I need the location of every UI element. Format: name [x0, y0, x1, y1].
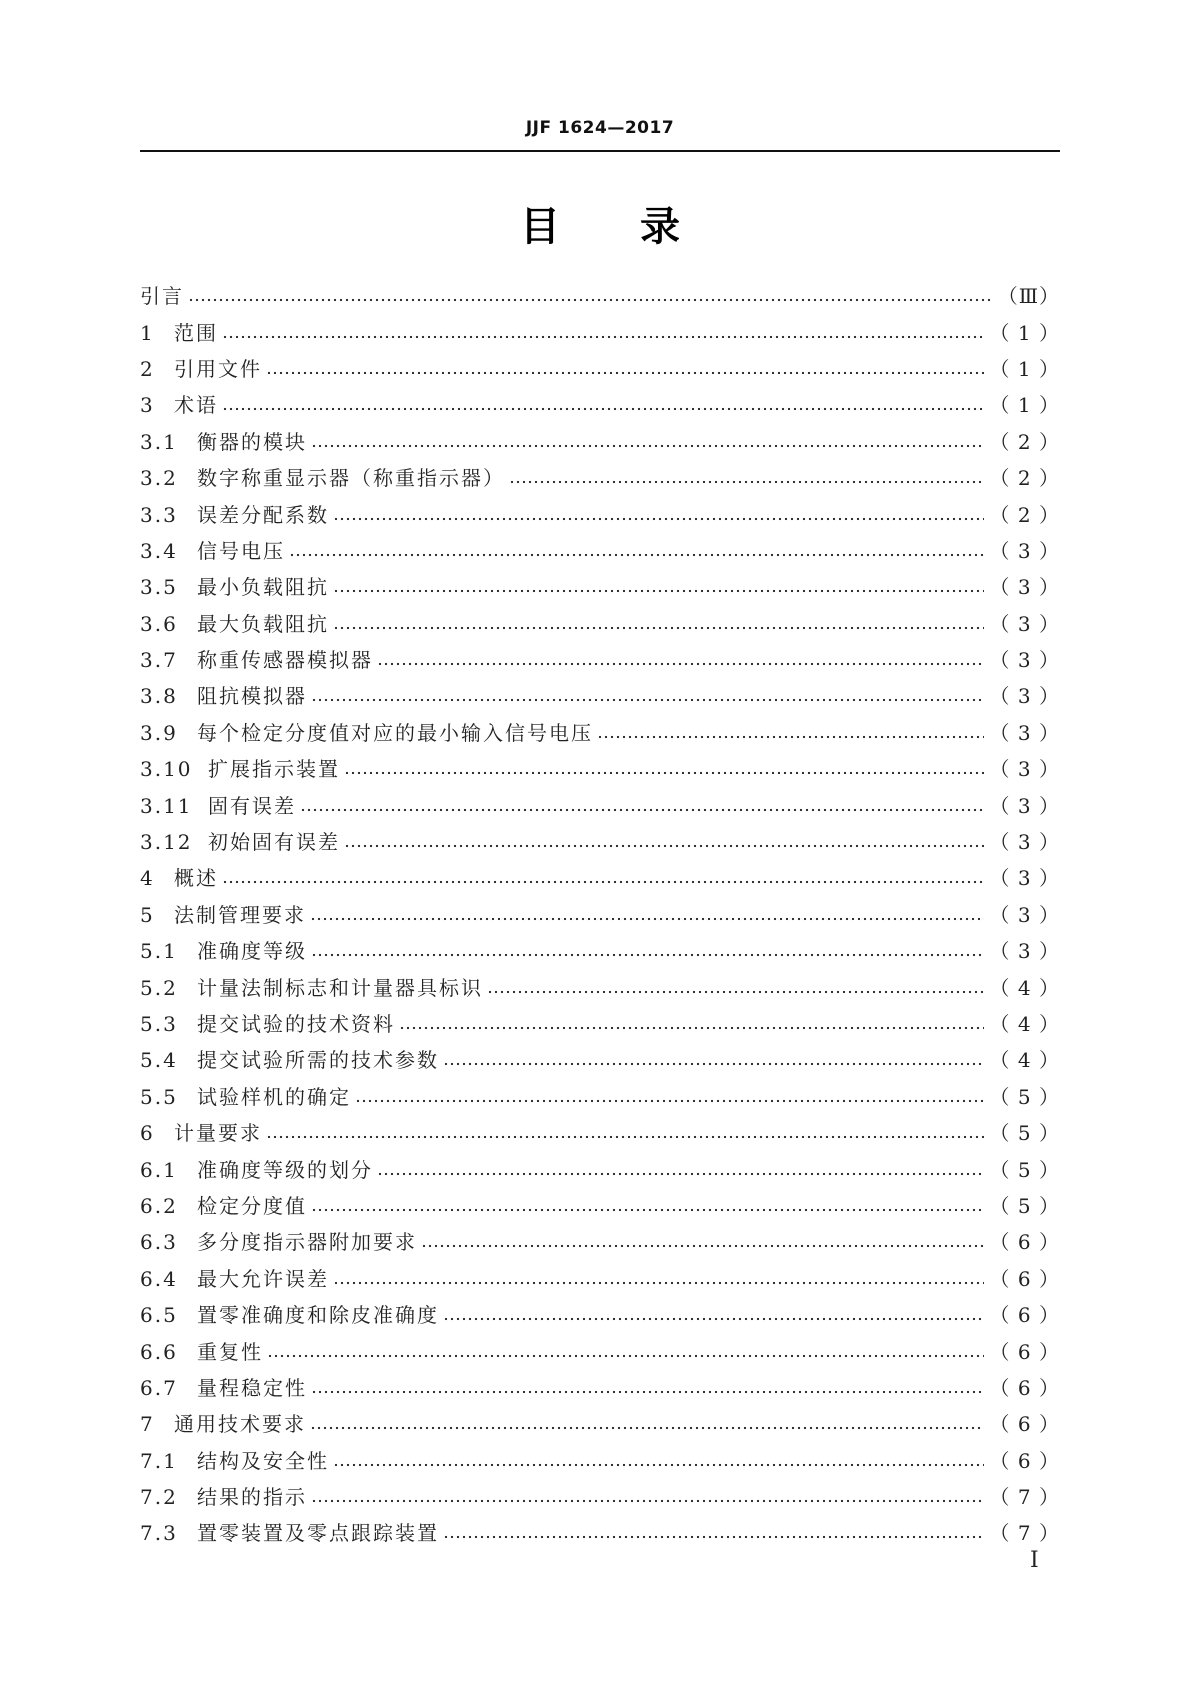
- page-title: 目录: [520, 204, 760, 250]
- toc-entry-page: （ 3 ）: [989, 538, 1060, 563]
- dot-leader: [487, 990, 984, 994]
- toc-entry-page: （ 3 ）: [989, 684, 1060, 709]
- toc-entry-label: 衡器的模块: [197, 429, 307, 454]
- dot-leader: [421, 1244, 984, 1248]
- dot-leader: [310, 1426, 984, 1430]
- toc-entry-label: 称重传感器模拟器: [197, 648, 373, 673]
- toc-entry[interactable]: [140, 424, 1060, 460]
- toc-entry-number: 5.5: [140, 1084, 178, 1109]
- toc-entry-number: 3.8: [140, 684, 178, 709]
- toc-entry-page: （ 7 ）: [989, 1485, 1060, 1510]
- toc-entry-number: 6.2: [140, 1193, 178, 1218]
- toc-entry-number: 2: [140, 356, 155, 381]
- dot-leader: [311, 444, 984, 448]
- toc-entry-label: 误差分配系数: [197, 502, 329, 527]
- toc-entry-page: （ 3 ）: [989, 575, 1060, 600]
- dot-leader: [597, 735, 984, 739]
- toc-entry-page: （ 3 ）: [989, 902, 1060, 927]
- dot-leader: [333, 1463, 984, 1467]
- toc-entry-number: 7.3: [140, 1521, 178, 1546]
- dot-leader: [509, 480, 984, 484]
- toc-entry-number: 3.6: [140, 611, 178, 636]
- toc-entry-label: 试验样机的确定: [197, 1084, 351, 1109]
- toc-entry-page: （ 5 ）: [989, 1193, 1060, 1218]
- dot-leader: [311, 1499, 984, 1503]
- toc-entry-label: 最大允许误差: [197, 1266, 329, 1291]
- toc-entry-number: 3.7: [140, 648, 178, 673]
- toc-entry-label: 初始固有误差: [208, 830, 340, 855]
- toc-entry-number: 3.9: [140, 720, 178, 745]
- dot-leader: [188, 298, 992, 302]
- toc-entry-page: （ 3 ）: [989, 611, 1060, 636]
- toc-entry-label: 多分度指示器附加要求: [197, 1230, 417, 1255]
- toc-entry[interactable]: [140, 569, 1060, 605]
- toc-entry-number: 1: [140, 320, 155, 345]
- toc-entry-page: （ 3 ）: [989, 793, 1060, 818]
- toc-entry-label: 数字称重显示器（称重指示器）: [197, 466, 505, 491]
- toc-entry-number: 6.4: [140, 1266, 178, 1291]
- toc-entry-label: 阻抗模拟器: [197, 684, 307, 709]
- toc-entry[interactable]: [140, 715, 1060, 751]
- page-number: I: [1030, 1548, 1039, 1573]
- dot-leader: [333, 517, 984, 521]
- toc-entry[interactable]: [140, 314, 1060, 350]
- toc-entry-number: 3: [140, 393, 155, 418]
- dot-leader: [289, 553, 984, 557]
- dot-leader: [266, 371, 984, 375]
- toc-entry-label: 术语: [174, 393, 218, 418]
- toc-entry[interactable]: [140, 278, 1060, 314]
- toc-entry[interactable]: [140, 824, 1060, 860]
- dot-leader: [333, 626, 984, 630]
- toc-entry-label: 置零装置及零点跟踪装置: [197, 1521, 439, 1546]
- dot-leader: [399, 1026, 984, 1030]
- dot-leader: [443, 1535, 984, 1539]
- toc-entry-page: （ 5 ）: [989, 1121, 1060, 1146]
- toc-entry-page: （ 6 ）: [989, 1266, 1060, 1291]
- toc-entry-page: （ 4 ）: [989, 975, 1060, 1000]
- toc-entry-label: 结果的指示: [197, 1485, 307, 1510]
- toc-entry-label: 通用技术要求: [174, 1412, 306, 1437]
- toc-entry-label: 计量要求: [174, 1121, 262, 1146]
- toc-entry[interactable]: [140, 1151, 1060, 1187]
- toc-entry-page: （ 2 ）: [989, 466, 1060, 491]
- toc-entry-page: （ 1 ）: [989, 356, 1060, 381]
- dot-leader: [222, 407, 984, 411]
- toc-entry-number: 5.3: [140, 1012, 178, 1036]
- dot-leader: [222, 335, 984, 339]
- toc-entry-number: 3.4: [140, 538, 178, 563]
- toc-entry[interactable]: [140, 1515, 1060, 1551]
- toc-entry[interactable]: [140, 642, 1060, 678]
- table-of-contents: [140, 278, 1060, 1552]
- toc-entry[interactable]: [140, 1042, 1060, 1078]
- dot-leader: [443, 1062, 984, 1066]
- toc-entry-label: 信号电压: [197, 538, 285, 563]
- toc-entry-label: 检定分度值: [197, 1193, 307, 1218]
- dot-leader: [344, 844, 984, 848]
- toc-entry-page: （ 7 ）: [989, 1521, 1060, 1546]
- dot-leader: [311, 698, 984, 702]
- toc-entry-number: 3.2: [140, 466, 178, 491]
- dot-leader: [333, 1281, 984, 1285]
- toc-entry-number: 7.2: [140, 1485, 178, 1510]
- dot-leader: [443, 1317, 984, 1321]
- toc-entry-number: 3.12: [140, 830, 193, 855]
- toc-entry-label: 提交试验所需的技术参数: [197, 1048, 439, 1073]
- toc-entry-number: 6: [140, 1121, 155, 1146]
- toc-entry[interactable]: [140, 1333, 1060, 1369]
- dot-leader: [267, 1354, 984, 1358]
- dot-leader: [300, 808, 984, 812]
- toc-entry-page: （ 6 ）: [989, 1412, 1060, 1437]
- toc-entry[interactable]: [140, 533, 1060, 569]
- toc-entry-label: 计量法制标志和计量器具标识: [197, 975, 483, 1000]
- toc-entry[interactable]: [140, 1079, 1060, 1115]
- toc-entry-label: 范围: [174, 320, 218, 345]
- dot-leader: [355, 1099, 984, 1103]
- toc-entry-label: 置零准确度和除皮准确度: [197, 1303, 439, 1328]
- toc-entry[interactable]: [140, 933, 1060, 969]
- dot-leader: [222, 880, 984, 884]
- toc-entry-number: 6.1: [140, 1157, 178, 1182]
- toc-entry-page: （ 3 ）: [989, 830, 1060, 855]
- toc-entry-label: 扩展指示装置: [208, 757, 340, 782]
- toc-entry[interactable]: [140, 1115, 1060, 1151]
- toc-entry-number: 3.1: [140, 429, 178, 454]
- toc-entry-number: 3.11: [140, 793, 193, 818]
- toc-entry-page: （Ⅲ）: [997, 284, 1060, 309]
- toc-entry-label: 准确度等级的划分: [197, 1157, 373, 1182]
- toc-entry[interactable]: [140, 1370, 1060, 1406]
- toc-entry-label: 固有误差: [208, 793, 296, 818]
- toc-entry-page: （ 3 ）: [989, 720, 1060, 745]
- dot-leader: [377, 662, 984, 666]
- dot-leader: [333, 589, 984, 593]
- toc-entry-label: 重复性: [197, 1339, 263, 1364]
- toc-entry[interactable]: [140, 1443, 1060, 1479]
- header-divider: [140, 150, 1060, 152]
- toc-entry-page: （ 3 ）: [989, 648, 1060, 673]
- toc-entry-page: （ 3 ）: [989, 939, 1060, 964]
- dot-leader: [311, 1208, 984, 1212]
- toc-entry[interactable]: [140, 1261, 1060, 1297]
- toc-entry-page: （ 6 ）: [989, 1303, 1060, 1328]
- toc-entry-number: 3.5: [140, 575, 178, 600]
- toc-entry-page: （ 6 ）: [989, 1448, 1060, 1473]
- toc-entry[interactable]: [140, 351, 1060, 387]
- toc-entry-number: 7.1: [140, 1448, 178, 1473]
- toc-entry-page: （ 5 ）: [989, 1084, 1060, 1109]
- toc-entry-label: 最大负载阻抗: [197, 611, 329, 636]
- toc-entry[interactable]: [140, 678, 1060, 714]
- toc-entry[interactable]: [140, 1006, 1060, 1042]
- toc-entry-page: （ 3 ）: [989, 757, 1060, 782]
- toc-entry[interactable]: [140, 969, 1060, 1005]
- toc-entry-number: 6.7: [140, 1375, 178, 1400]
- dot-leader: [344, 771, 984, 775]
- toc-entry-label: 最小负载阻抗: [197, 575, 329, 600]
- toc-entry-page: （ 4 ）: [989, 1048, 1060, 1073]
- toc-entry[interactable]: [140, 751, 1060, 787]
- toc-entry-page: （ 6 ）: [989, 1230, 1060, 1255]
- toc-entry[interactable]: [140, 1188, 1060, 1224]
- toc-entry-label: 法制管理要求: [174, 902, 306, 927]
- toc-entry-label: 引言: [140, 284, 184, 309]
- dot-leader: [310, 917, 984, 921]
- dot-leader: [311, 1390, 984, 1394]
- dot-leader: [377, 1172, 984, 1176]
- toc-entry-label: 引用文件: [174, 356, 262, 381]
- toc-entry-number: 6.5: [140, 1303, 178, 1328]
- toc-entry[interactable]: [140, 496, 1060, 532]
- toc-entry-number: 3.10: [140, 757, 193, 782]
- toc-entry-label: 每个检定分度值对应的最小输入信号电压: [197, 720, 593, 745]
- toc-entry[interactable]: [140, 1224, 1060, 1260]
- toc-entry-number: 3.3: [140, 502, 178, 527]
- toc-entry[interactable]: [140, 460, 1060, 496]
- toc-entry-page: （ 3 ）: [989, 866, 1060, 891]
- toc-entry-label: 结构及安全性: [197, 1448, 329, 1473]
- toc-entry[interactable]: [140, 1479, 1060, 1515]
- toc-entry-number: 4: [140, 866, 155, 891]
- toc-entry-label: 准确度等级: [197, 939, 307, 964]
- toc-entry-page: （ 1 ）: [989, 320, 1060, 345]
- toc-entry[interactable]: [140, 860, 1060, 896]
- toc-entry-label: 提交试验的技术资料: [197, 1012, 395, 1036]
- standard-code-header: JJF 1624—2017: [525, 118, 675, 138]
- toc-entry-number: 5.1: [140, 939, 178, 964]
- toc-entry-number: 5: [140, 902, 155, 927]
- toc-entry-label: 量程稳定性: [197, 1375, 307, 1400]
- toc-entry-number: 6.3: [140, 1230, 178, 1255]
- toc-entry-page: （ 2 ）: [989, 429, 1060, 454]
- toc-entry-page: （ 5 ）: [989, 1157, 1060, 1182]
- toc-entry[interactable]: [140, 606, 1060, 642]
- toc-entry-page: （ 2 ）: [989, 502, 1060, 527]
- toc-entry-page: （ 6 ）: [989, 1339, 1060, 1364]
- toc-entry-number: 5.4: [140, 1048, 178, 1073]
- toc-entry-number: 7: [140, 1412, 155, 1437]
- toc-entry-page: （ 6 ）: [989, 1375, 1060, 1400]
- dot-leader: [311, 953, 984, 957]
- toc-entry-page: （ 4 ）: [989, 1012, 1060, 1036]
- dot-leader: [266, 1135, 984, 1139]
- toc-entry[interactable]: [140, 1297, 1060, 1333]
- toc-entry-number: 5.2: [140, 975, 178, 1000]
- toc-entry[interactable]: [140, 387, 1060, 423]
- toc-entry-label: 概述: [174, 866, 218, 891]
- toc-entry-number: 6.6: [140, 1339, 178, 1364]
- toc-entry[interactable]: [140, 787, 1060, 823]
- toc-entry[interactable]: [140, 1406, 1060, 1442]
- toc-entry[interactable]: [140, 897, 1060, 933]
- toc-entry-page: （ 1 ）: [989, 393, 1060, 418]
